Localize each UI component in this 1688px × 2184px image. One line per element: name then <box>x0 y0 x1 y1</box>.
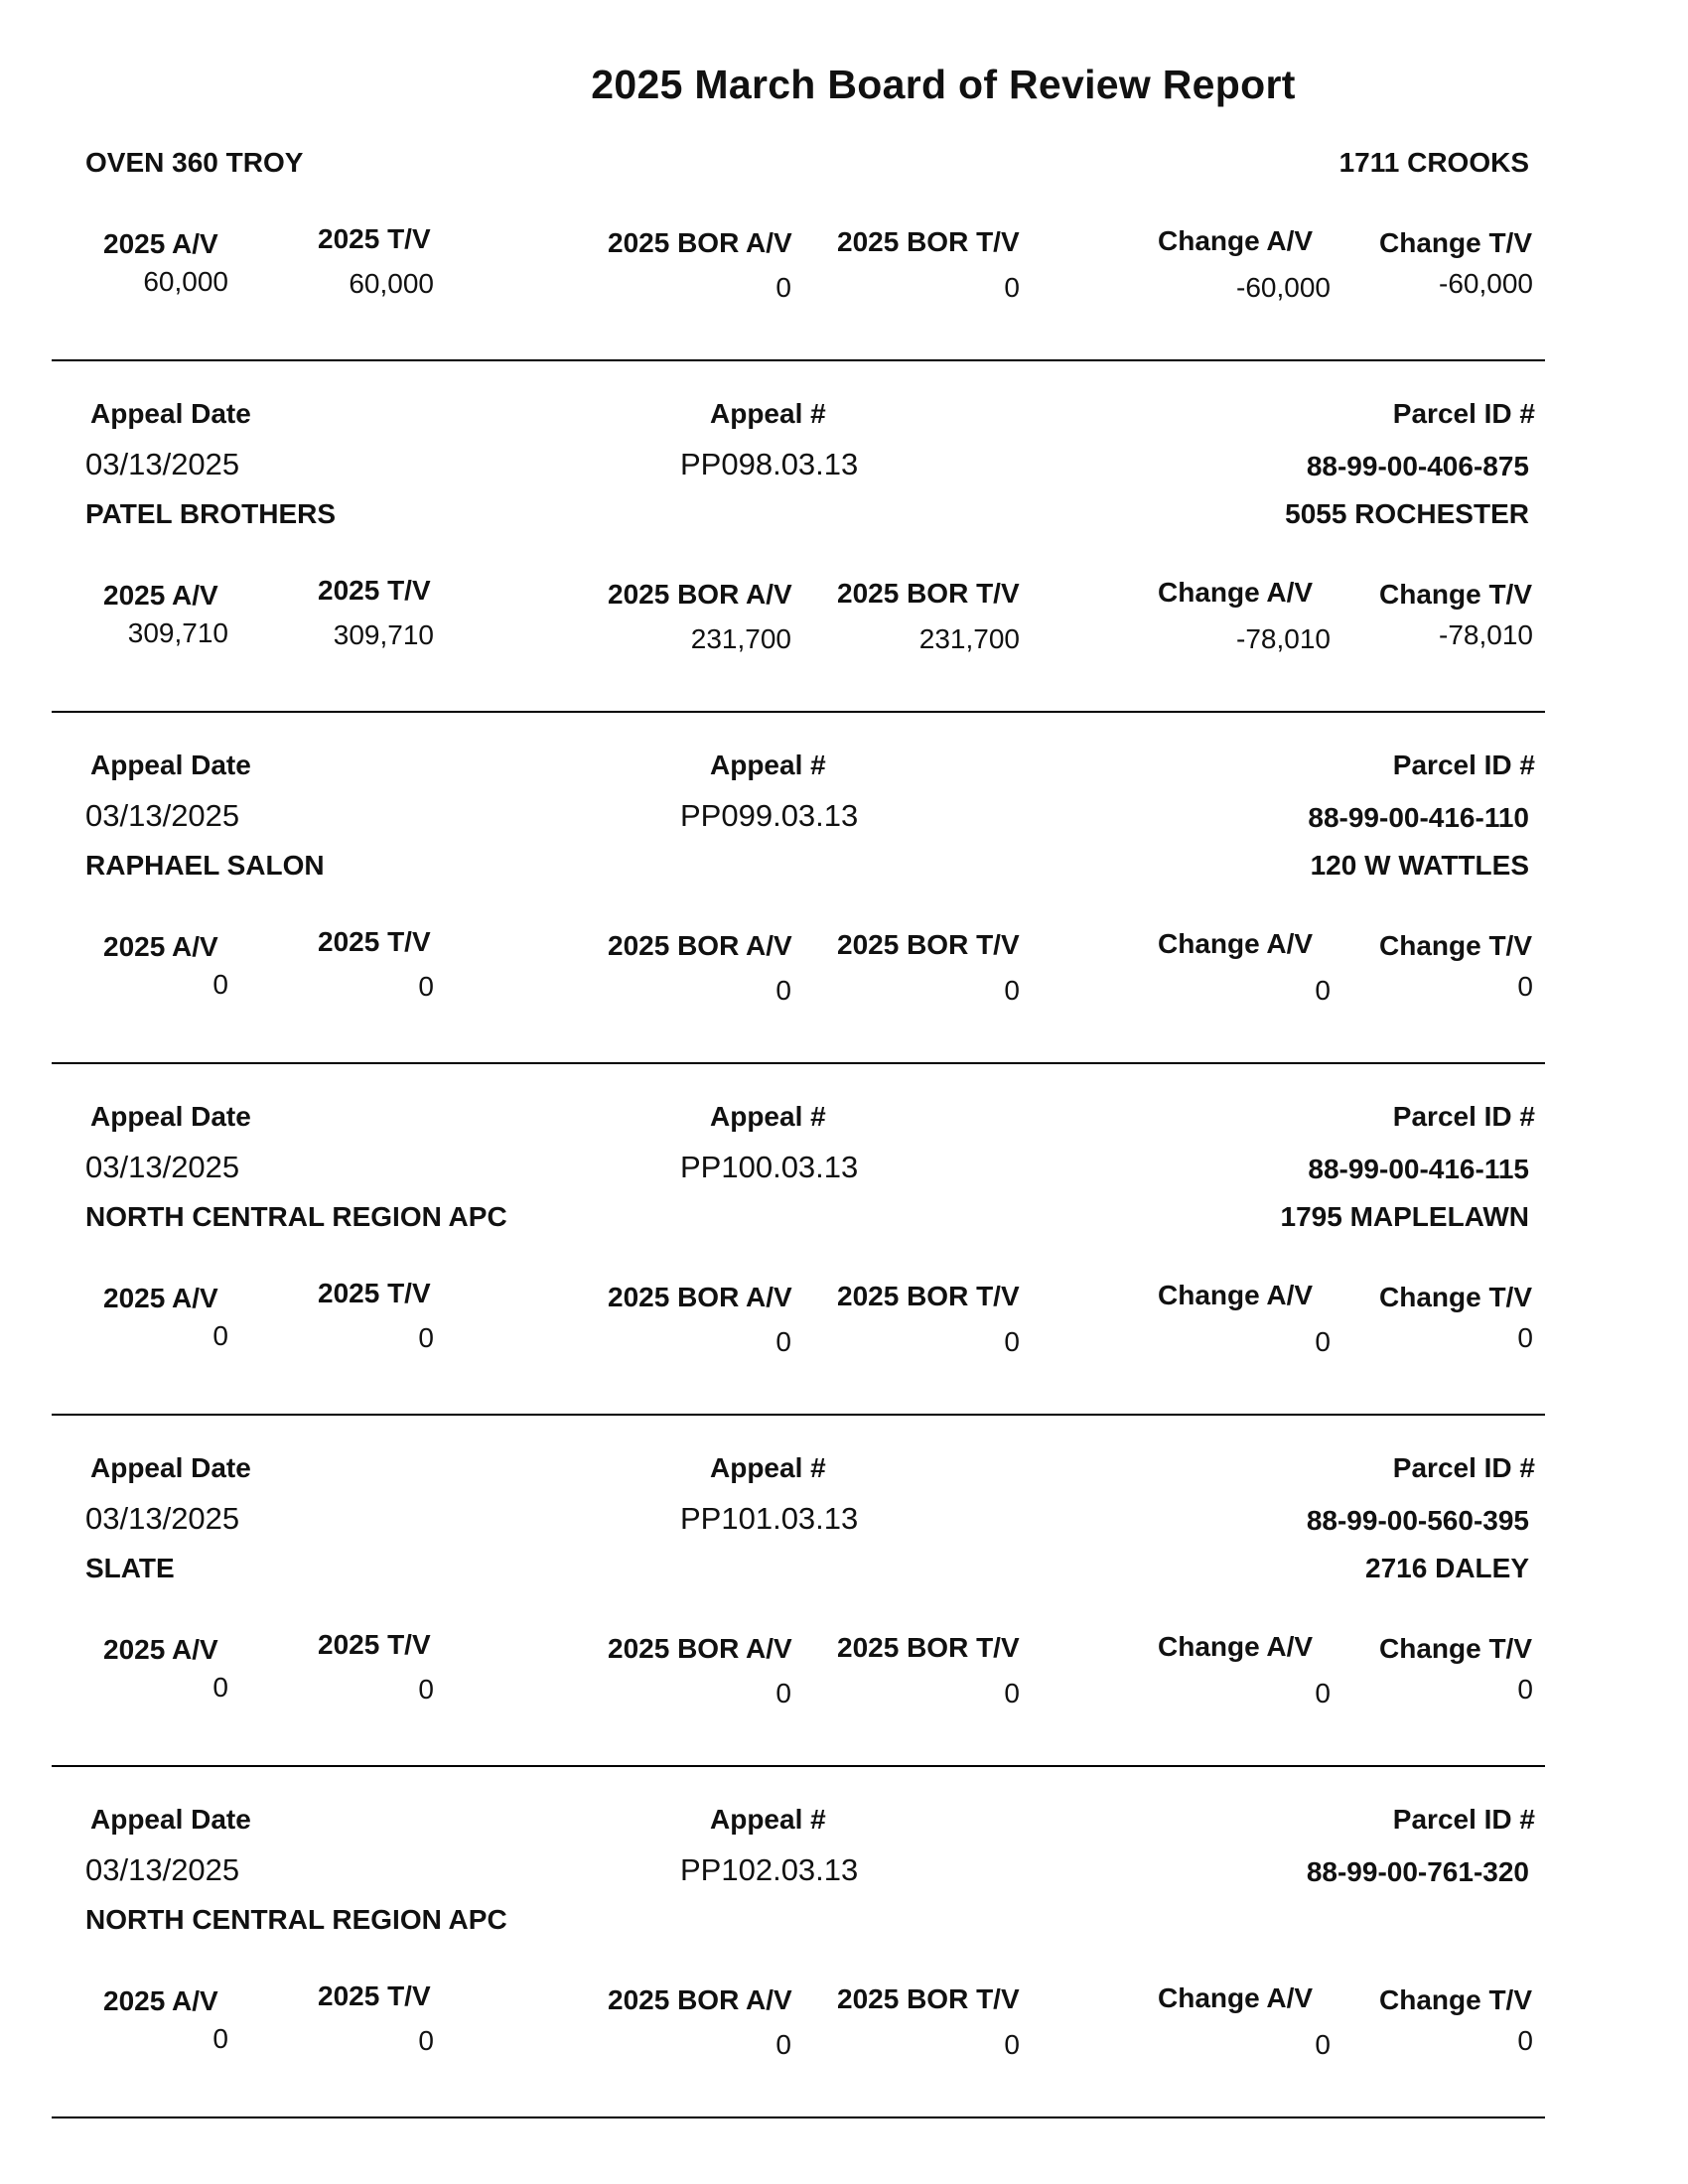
av-value: 0 <box>212 1320 228 1351</box>
appeal-record <box>0 1062 1688 1414</box>
change-tv-label: Change T/V <box>1379 930 1533 961</box>
change-tv-label: Change T/V <box>1379 1282 1533 1312</box>
parcel-id-label: Parcel ID # <box>1392 1101 1535 1132</box>
appeal-date-label: Appeal Date <box>90 750 251 780</box>
bor-tv-label: 2025 BOR T/V <box>837 578 1020 609</box>
bor-av-label: 2025 BOR A/V <box>608 579 792 610</box>
appeal-number: PP101.03.13 <box>680 1501 859 1536</box>
property-address: 5055 ROCHESTER <box>1285 498 1529 529</box>
change-tv-value: 0 <box>1517 1322 1533 1353</box>
change-av-value: 0 <box>1315 2029 1331 2060</box>
appeal-number-label: Appeal # <box>710 1452 826 1483</box>
change-av-label: Change A/V <box>1158 577 1314 608</box>
appeal-date: 03/13/2025 <box>85 1150 240 1184</box>
av-value: 0 <box>212 2023 228 2054</box>
bor-av-value: 0 <box>775 975 791 1006</box>
appeal-number: PP100.03.13 <box>680 1150 859 1184</box>
change-av-label: Change A/V <box>1158 1631 1314 1662</box>
bor-av-value: 0 <box>775 1678 791 1708</box>
change-av-label: Change A/V <box>1158 225 1314 256</box>
report-title: 2025 March Board of Review Report <box>591 62 1296 107</box>
parcel-id: 88-99-00-406-875 <box>1306 451 1529 481</box>
av-value: 309,710 <box>127 617 228 648</box>
owner-name: NORTH CENTRAL REGION APC <box>85 1904 507 1935</box>
parcel-id: 88-99-00-761-320 <box>1306 1856 1529 1887</box>
record-block <box>0 0 1688 359</box>
tv-label: 2025 T/V <box>318 1980 431 2011</box>
parcel-id-label: Parcel ID # <box>1392 398 1535 429</box>
bor-tv-value: 231,700 <box>918 623 1020 654</box>
bor-av-value: 231,700 <box>690 623 791 654</box>
bor-av-label: 2025 BOR A/V <box>608 1633 792 1664</box>
change-av-value: 0 <box>1315 975 1331 1006</box>
change-av-value: -60,000 <box>1236 272 1331 303</box>
change-tv-value: 0 <box>1517 971 1533 1002</box>
bor-tv-label: 2025 BOR T/V <box>837 1281 1020 1311</box>
parcel-id-label: Parcel ID # <box>1392 750 1535 780</box>
owner-name: RAPHAEL SALON <box>85 850 325 881</box>
bor-av-value: 0 <box>775 2029 791 2060</box>
change-tv-value: 0 <box>1517 2025 1533 2056</box>
parcel-id: 88-99-00-416-110 <box>1308 802 1529 833</box>
appeal-number-label: Appeal # <box>710 1101 826 1132</box>
bor-tv-value: 0 <box>1004 272 1020 303</box>
tv-value: 309,710 <box>333 619 434 650</box>
bor-tv-value: 0 <box>1004 1326 1020 1357</box>
change-av-label: Change A/V <box>1158 1982 1314 2013</box>
change-tv-label: Change T/V <box>1379 1984 1533 2015</box>
appeal-record <box>0 359 1688 711</box>
change-tv-value: -60,000 <box>1439 268 1533 299</box>
owner-name: PATEL BROTHERS <box>85 498 337 529</box>
change-tv-label: Change T/V <box>1379 1633 1533 1664</box>
change-av-value: 0 <box>1315 1678 1331 1708</box>
bor-tv-label: 2025 BOR T/V <box>837 1632 1020 1663</box>
bor-tv-label: 2025 BOR T/V <box>837 226 1020 257</box>
tv-label: 2025 T/V <box>318 575 431 606</box>
tv-label: 2025 T/V <box>318 926 431 957</box>
tv-value: 0 <box>418 2025 434 2056</box>
change-av-value: 0 <box>1315 1326 1331 1357</box>
appeal-date-label: Appeal Date <box>90 398 251 429</box>
owner-name: NORTH CENTRAL REGION APC <box>85 1201 507 1232</box>
divider <box>52 2116 1545 2118</box>
parcel-id: 88-99-00-416-115 <box>1308 1154 1529 1184</box>
av-value: 0 <box>212 969 228 1000</box>
appeal-record <box>0 1765 1688 2116</box>
appeal-number: PP099.03.13 <box>680 798 859 833</box>
tv-label: 2025 T/V <box>318 1629 431 1660</box>
parcel-id-label: Parcel ID # <box>1392 1804 1535 1835</box>
appeal-date-label: Appeal Date <box>90 1101 251 1132</box>
property-address: 1795 MAPLELAWN <box>1280 1201 1529 1232</box>
av-value: 0 <box>212 1672 228 1703</box>
tv-label: 2025 T/V <box>318 1278 431 1308</box>
change-tv-label: Change T/V <box>1379 227 1533 258</box>
change-tv-value: 0 <box>1517 1674 1533 1705</box>
change-tv-label: Change T/V <box>1379 579 1533 610</box>
bor-av-label: 2025 BOR A/V <box>608 930 792 961</box>
appeal-number-label: Appeal # <box>710 398 826 429</box>
av-label: 2025 A/V <box>103 580 218 611</box>
appeal-number-label: Appeal # <box>710 750 826 780</box>
property-address: 120 W WATTLES <box>1310 850 1529 881</box>
av-label: 2025 A/V <box>103 228 218 259</box>
av-label: 2025 A/V <box>103 1634 218 1665</box>
av-label: 2025 A/V <box>103 931 218 962</box>
appeal-date: 03/13/2025 <box>85 1501 240 1536</box>
parcel-id-label: Parcel ID # <box>1392 1452 1535 1483</box>
bor-tv-label: 2025 BOR T/V <box>837 1983 1020 2014</box>
property-address: 1711 CROOKS <box>1338 147 1529 178</box>
appeal-date: 03/13/2025 <box>85 447 240 481</box>
bor-av-label: 2025 BOR A/V <box>608 1984 792 2015</box>
tv-label: 2025 T/V <box>318 223 431 254</box>
bor-av-label: 2025 BOR A/V <box>608 227 792 258</box>
bor-tv-label: 2025 BOR T/V <box>837 929 1020 960</box>
tv-value: 0 <box>418 1674 434 1705</box>
appeal-record <box>0 711 1688 1062</box>
appeal-number: PP102.03.13 <box>680 1852 859 1887</box>
bor-tv-value: 0 <box>1004 975 1020 1006</box>
change-av-label: Change A/V <box>1158 928 1314 959</box>
change-av-value: -78,010 <box>1236 623 1331 654</box>
appeal-date: 03/13/2025 <box>85 798 240 833</box>
bor-av-value: 0 <box>775 272 791 303</box>
property-address: 2716 DALEY <box>1365 1553 1529 1583</box>
tv-value: 0 <box>418 971 434 1002</box>
bor-av-label: 2025 BOR A/V <box>608 1282 792 1312</box>
owner-name: SLATE <box>85 1553 175 1583</box>
bor-tv-value: 0 <box>1004 1678 1020 1708</box>
tv-value: 0 <box>418 1322 434 1353</box>
bor-tv-value: 0 <box>1004 2029 1020 2060</box>
bor-av-value: 0 <box>775 1326 791 1357</box>
appeal-number-label: Appeal # <box>710 1804 826 1835</box>
av-label: 2025 A/V <box>103 1283 218 1313</box>
appeal-date-label: Appeal Date <box>90 1804 251 1835</box>
parcel-id: 88-99-00-560-395 <box>1306 1505 1529 1536</box>
owner-name: OVEN 360 TROY <box>85 147 304 178</box>
tv-value: 60,000 <box>349 268 434 299</box>
appeal-date-label: Appeal Date <box>90 1452 251 1483</box>
av-label: 2025 A/V <box>103 1985 218 2016</box>
appeal-date: 03/13/2025 <box>85 1852 240 1887</box>
change-tv-value: -78,010 <box>1439 619 1533 650</box>
av-value: 60,000 <box>143 266 228 297</box>
change-av-label: Change A/V <box>1158 1280 1314 1310</box>
appeal-record <box>0 1414 1688 1765</box>
appeal-number: PP098.03.13 <box>680 447 859 481</box>
